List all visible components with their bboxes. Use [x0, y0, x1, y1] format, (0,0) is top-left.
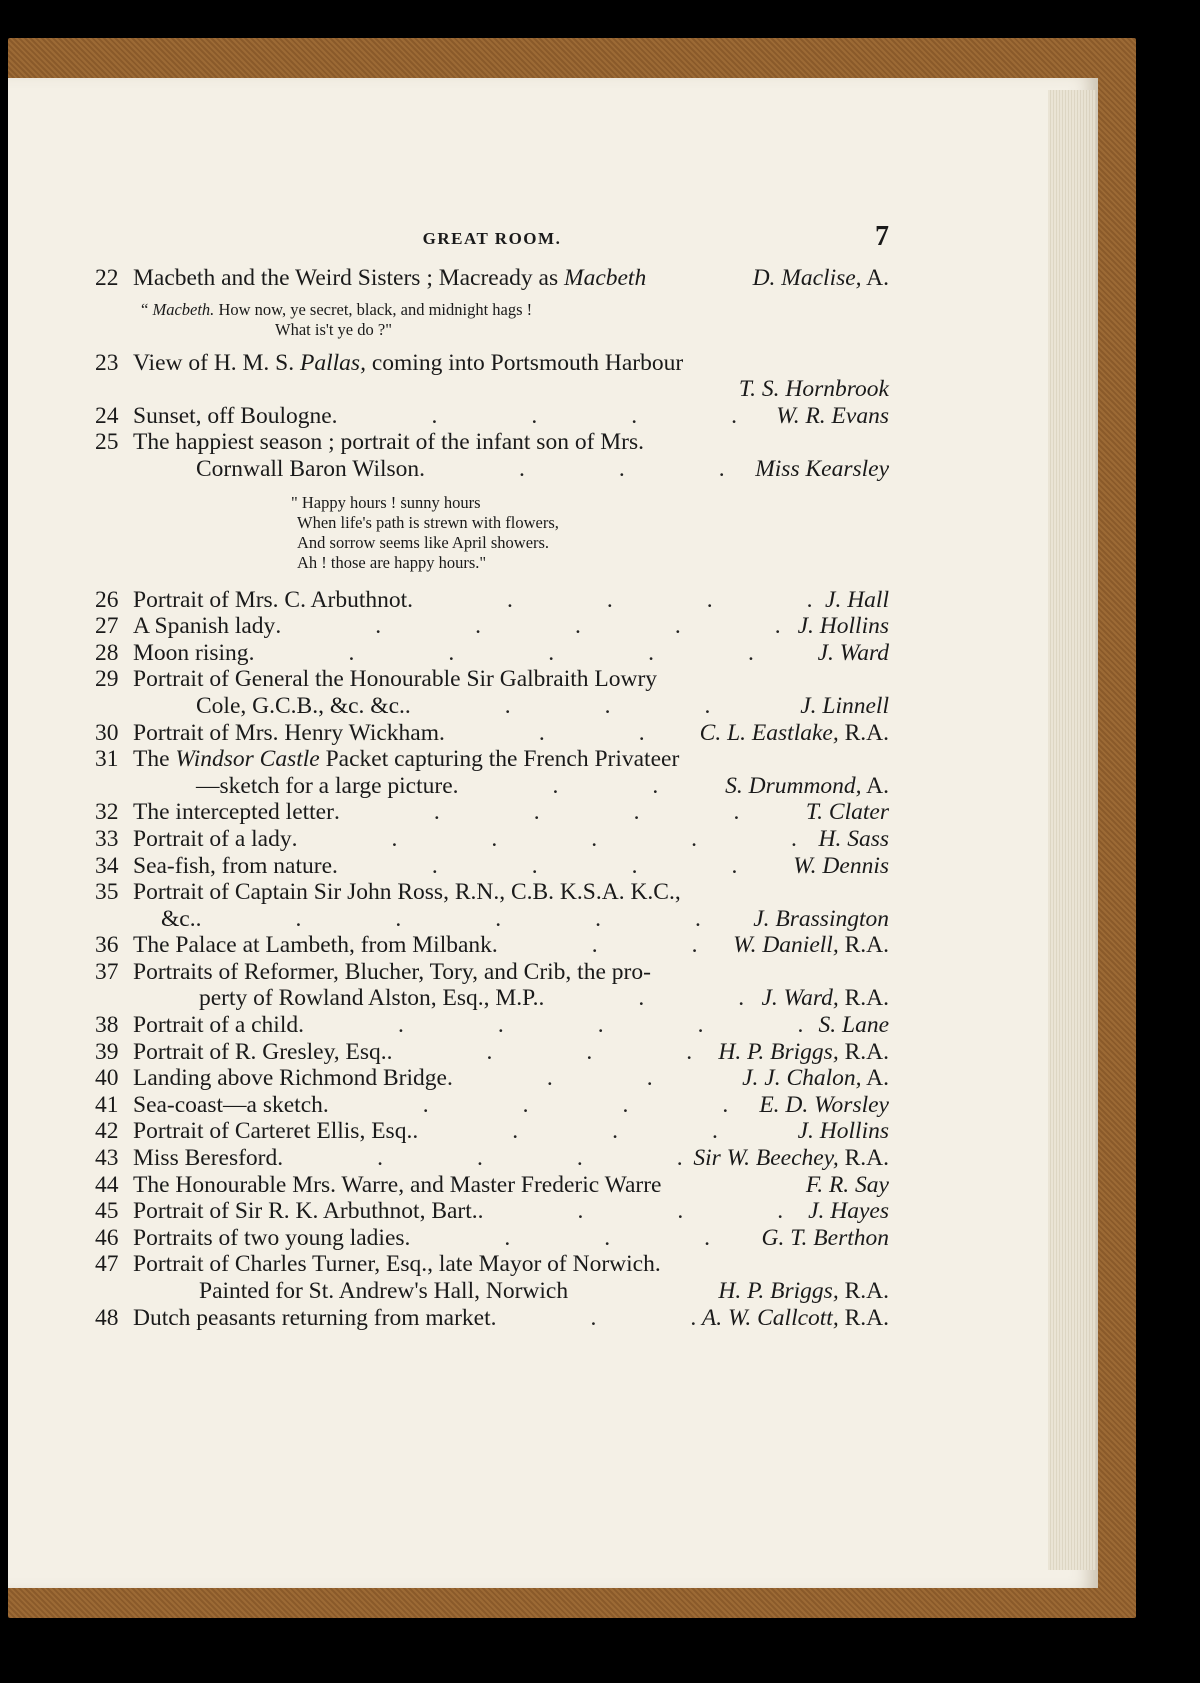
catalogue-entry-37-cont [95, 985, 889, 1012]
entry-artist: J. Ward [817, 639, 889, 666]
catalogue-entry-48 [95, 1305, 889, 1332]
entry-title: Miss Beresford [133, 1145, 278, 1172]
entry-title: Dutch peasants returning from market [133, 1304, 491, 1331]
catalogue-entry-27 [95, 613, 889, 640]
entry-artist: Miss Kearsley [755, 455, 889, 482]
entry-number: 29 [95, 666, 119, 693]
entry-artist: H. P. Briggs, R.A. [718, 1278, 889, 1304]
entry-number: 41 [95, 1091, 119, 1118]
entry-number: 30 [95, 719, 119, 746]
entry-artist: H. P. Briggs, R.A. [718, 1038, 889, 1065]
catalogue-entry-47 [95, 1251, 889, 1278]
entry-title: The Windsor Castle Packet capturing the French Privateer [133, 746, 680, 773]
entry-title-cont: perty of Rowland Alston, Esq., M.P. [199, 985, 539, 1012]
entry-title: Landing above Richmond Bridge [133, 1065, 447, 1092]
catalogue-entry-35 [95, 879, 889, 906]
catalogue-entry-36 [95, 932, 889, 959]
entry-number: 28 [95, 639, 119, 666]
entry-artist: Sir W. Beechey, R.A. [693, 1145, 889, 1172]
entry-title: Portraits of Reformer, Blucher, Tory, and Crib, the pro- [133, 958, 651, 985]
entry-title: Moon rising [133, 639, 249, 666]
entry-title: Portraits of two young ladies [133, 1224, 405, 1251]
entry-artist: C. L. Eastlake, R.A. [699, 719, 889, 746]
catalogue-entry-22 [95, 265, 889, 292]
entry-title-cont: Cornwall Baron Wilson [196, 455, 420, 482]
entry-artist: F. R. Say [805, 1171, 889, 1198]
entry-artist: D. Maclise, A. [752, 265, 889, 291]
entry-artist: H. Sass [818, 825, 889, 852]
entry-number: 36 [95, 932, 119, 959]
catalogue-entry-29-cont [95, 693, 889, 720]
entry-artist: J. Hollins [797, 613, 889, 640]
catalogue-entry-37 [95, 959, 889, 986]
catalogue-entry-24 [95, 403, 889, 430]
page-number: 7 [875, 221, 889, 252]
entry-artist: W. R. Evans [776, 402, 889, 429]
entry-number: 34 [95, 852, 119, 879]
catalogue-entry-25 [95, 429, 889, 456]
entry-number: 35 [95, 879, 119, 906]
catalogue-entry-46 [95, 1225, 889, 1252]
running-head: GREAT ROOM. [422, 229, 562, 248]
entry-artist: T. S. Hornbrook [738, 376, 889, 403]
entry-poem: " Happy hours ! sunny hours When life's path is strewn with flowers, And sorrow seems like April showers. Ah ! those are happy hours." [291, 492, 559, 572]
entry-number: 37 [95, 958, 119, 985]
entry-artist: S. Lane [818, 1012, 889, 1039]
entry-title: A Spanish lady [133, 613, 276, 640]
entry-artist: J. J. Chalon, A. [742, 1065, 889, 1092]
entry-title: Sea-coast—a sketch [133, 1091, 323, 1118]
catalogue-entry-40 [95, 1065, 889, 1092]
entry-number: 47 [95, 1251, 119, 1278]
entry-number: 33 [95, 825, 119, 852]
entry-artist: J. Ward, R.A. [761, 985, 889, 1012]
entry-title: The Honourable Mrs. Warre, and Master Frederic Warre [133, 1171, 662, 1198]
entry-title: The happiest season ; portrait of the infant son of Mrs. [133, 429, 645, 456]
entry-title: Portrait of R. Gresley, Esq. [133, 1038, 387, 1065]
catalogue-entry-26 [95, 587, 889, 614]
entry-title: Portrait of Carteret Ellis, Esq. [133, 1118, 413, 1145]
entry-title: View of H. M. S. Pallas, coming into Portsmouth Harbour [133, 349, 684, 376]
entry-artist: W. Daniell, R.A. [733, 932, 889, 959]
entry-artist: E. D. Worsley [759, 1091, 889, 1118]
entry-number: 39 [95, 1038, 119, 1065]
entry-artist: J. Linnell [800, 692, 889, 719]
entry-number: 23 [95, 349, 119, 376]
entry-artist: G. T. Berthon [761, 1224, 889, 1251]
entry-number: 40 [95, 1065, 119, 1092]
entry-title: Portrait of Mrs. C. Arbuthnot [133, 586, 408, 613]
entry-title: Portrait of Sir R. K. Arbuthnot, Bart. [133, 1198, 478, 1225]
entry-title-cont: —sketch for a large picture [196, 772, 453, 799]
entry-number: 25 [95, 429, 119, 456]
entry-artist: T. Clater [805, 799, 889, 826]
entry-title: Portrait of a child [133, 1012, 299, 1039]
catalogue-entry-28 [95, 640, 889, 667]
entry-number: 31 [95, 746, 119, 773]
catalogue-entry-38 [95, 1012, 889, 1039]
entry-artist: J. Hollins [797, 1118, 889, 1145]
entry-title: The Palace at Lambeth, from Milbank [133, 932, 492, 959]
entry-number: 45 [95, 1198, 119, 1225]
catalogue-entry-34 [95, 853, 889, 880]
page-text [95, 221, 889, 1331]
entry-number: 24 [95, 402, 119, 429]
entry-number: 42 [95, 1118, 119, 1145]
entry-title: Portrait of Mrs. Henry Wickham [133, 719, 440, 746]
catalogue-entry-25-cont [95, 456, 889, 483]
entry-number: 44 [95, 1171, 119, 1198]
catalogue-entry-41 [95, 1092, 889, 1119]
entry-number: 32 [95, 799, 119, 826]
entry-number: 22 [95, 265, 119, 291]
entry-quotation: “ Macbeth. How now, ye secret, black, and midnight hags ! What is't ye do ?" [141, 299, 533, 339]
catalogue-entry-31-cont [95, 773, 889, 800]
entry-title: Sea-fish, from nature [133, 852, 333, 879]
entry-title: Portrait of Captain Sir John Ross, R.N., C.B. K.S.A. K.C., [133, 879, 681, 906]
entry-title-cont: Painted for St. Andrew's Hall, Norwich [199, 1278, 569, 1304]
catalogue-entry-29 [95, 666, 889, 693]
catalogue-entry-42 [95, 1118, 889, 1145]
catalogue-entry-31 [95, 746, 889, 773]
entry-title-cont: &c. [161, 905, 196, 932]
catalogue-entry-32 [95, 799, 889, 826]
page-edges [1048, 90, 1096, 1570]
catalogue-entry-45 [95, 1198, 889, 1225]
catalogue-entry-47-cont [95, 1278, 889, 1305]
catalogue-entry-30 [95, 720, 889, 747]
catalogue-entry-33 [95, 826, 889, 853]
catalogue-entry-23 [95, 350, 889, 377]
entry-title: Portrait of a lady [133, 825, 292, 852]
entry-artist: S. Drummond, A. [725, 772, 889, 799]
entry-title: Macbeth and the Weird Sisters ; Macready as Macbeth [133, 265, 647, 291]
entry-number: 43 [95, 1145, 119, 1172]
entry-title: Portrait of Charles Turner, Esq., late Mayor of Norwich. [133, 1251, 661, 1278]
entry-number: 38 [95, 1012, 119, 1039]
catalogue-entry-43 [95, 1145, 889, 1172]
entry-artist: A. W. Callcott, R.A. [701, 1304, 889, 1331]
page-header [95, 221, 889, 265]
entry-number: 27 [95, 613, 119, 640]
entry-artist: W. Dennis [793, 852, 889, 879]
entry-title: Sunset, off Boulogne [133, 402, 332, 429]
entry-number: 48 [95, 1304, 119, 1331]
entry-title: The intercepted letter [133, 799, 334, 826]
entry-title: Portrait of General the Honourable Sir Galbraith Lowry [133, 666, 658, 693]
entry-artist: J. Hall [825, 586, 889, 613]
entry-artist: J. Brassington [753, 905, 889, 932]
entry-number: 26 [95, 586, 119, 613]
catalogue-entry-39 [95, 1039, 889, 1066]
catalogue-entry-35-cont [95, 906, 889, 933]
entry-number: 46 [95, 1224, 119, 1251]
entry-artist: J. Hayes [808, 1198, 889, 1225]
entry-title-cont: Cole, G.C.B., &c. &c. [196, 692, 405, 719]
catalogue-entry-44 [95, 1172, 889, 1199]
